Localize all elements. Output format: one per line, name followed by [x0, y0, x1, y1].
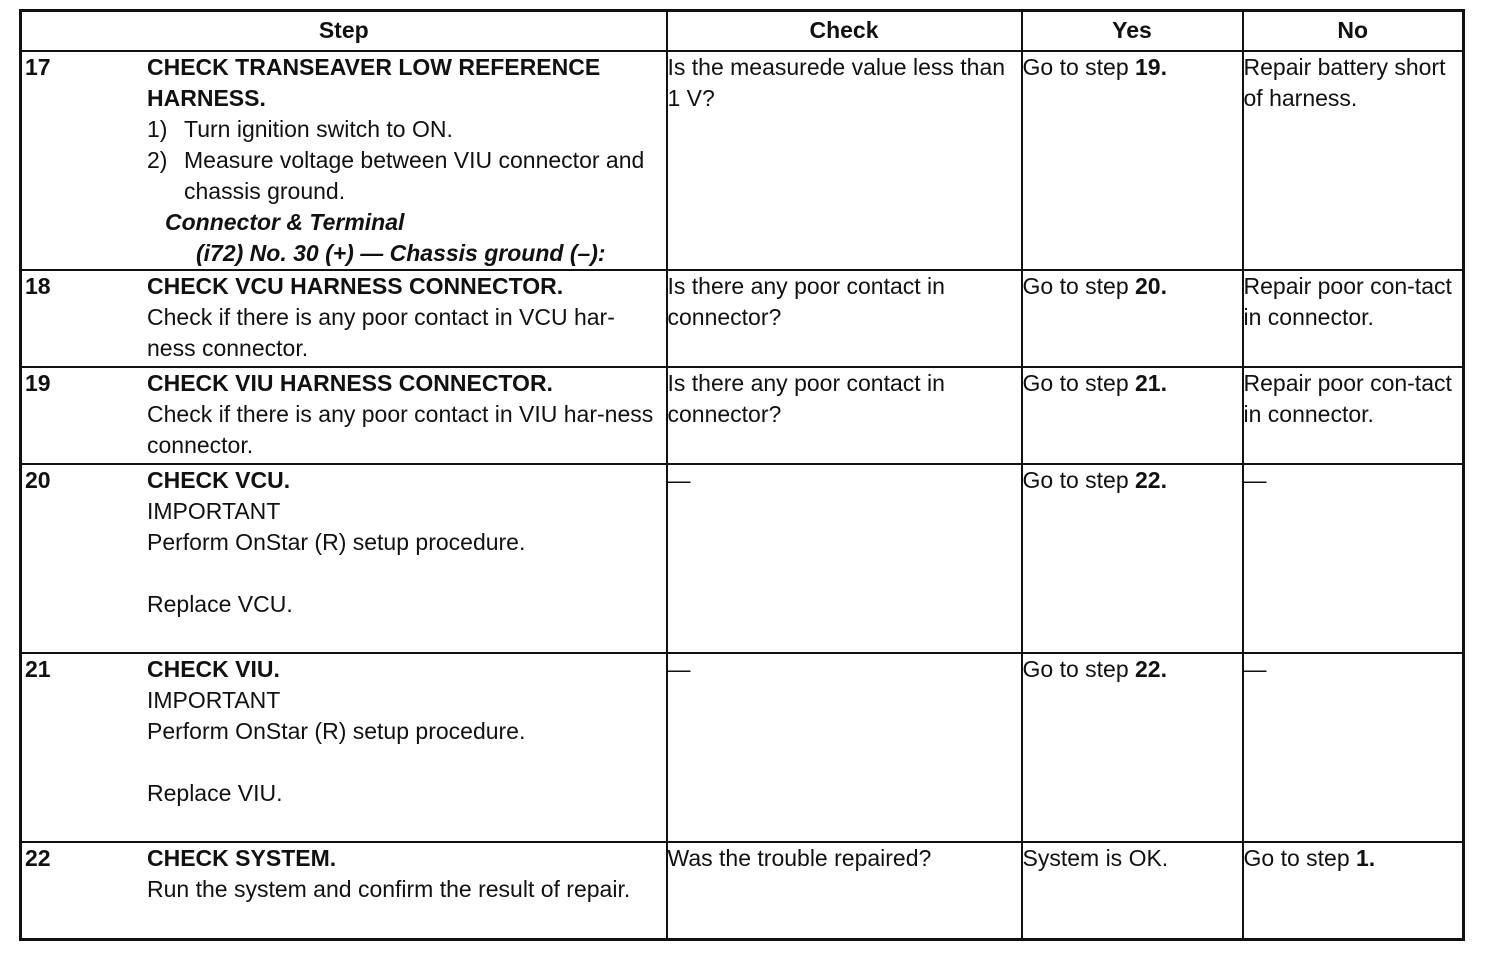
- table-row-19: [21, 367, 1464, 464]
- step-title: CHECK VIU.: [147, 656, 280, 682]
- step-cell: [21, 51, 667, 270]
- step-number: 20: [25, 467, 51, 493]
- check-cell: Is there any poor contact in connector?: [667, 367, 1022, 464]
- step-title: CHECK VIU HARNESS CONNECTOR.: [147, 370, 553, 396]
- step-cell: [21, 367, 667, 464]
- step-body: Check if there is any poor contact in VIU har-ness connector.: [147, 401, 654, 458]
- check-cell: Is the measurede value less than 1 V?: [667, 51, 1022, 270]
- list-item: 1) Turn ignition switch to ON.: [147, 116, 453, 142]
- step-number: 21: [25, 656, 51, 682]
- yes-cell: Go to step 20.: [1022, 270, 1243, 367]
- important-note: Perform OnStar (R) setup procedure.: [147, 529, 526, 555]
- header-row: [21, 11, 1464, 52]
- step-cell: [21, 464, 667, 653]
- no-cell: Repair battery short of harness.: [1243, 51, 1464, 270]
- table-row-17: [21, 51, 1464, 270]
- header-check: Check: [667, 11, 1022, 52]
- no-cell: Go to step 1.: [1243, 842, 1464, 939]
- important-note: Perform OnStar (R) setup procedure.: [147, 718, 526, 744]
- step-title: CHECK TRANSEAVER LOW REFERENCE HARNESS.: [147, 54, 601, 111]
- connector-value: (i72) No. 30 (+) — Chassis ground (–):: [196, 240, 606, 266]
- no-cell: Repair poor con-tact in connector.: [1243, 367, 1464, 464]
- table-row-20: [21, 464, 1464, 653]
- step-cell: [21, 270, 667, 367]
- step-cell: [21, 653, 667, 842]
- step-number: 22: [25, 845, 51, 871]
- no-cell: —: [1243, 653, 1464, 842]
- important-label: IMPORTANT: [147, 687, 281, 713]
- no-cell: Repair poor con-tact in connector.: [1243, 270, 1464, 367]
- yes-cell: System is OK.: [1022, 842, 1243, 939]
- step-title: CHECK VCU.: [147, 467, 291, 493]
- step-title: CHECK VCU HARNESS CONNECTOR.: [147, 273, 564, 299]
- table-row-18: [21, 270, 1464, 367]
- yes-cell: Go to step 22.: [1022, 464, 1243, 653]
- step-action: Replace VCU.: [147, 591, 293, 617]
- table-row-22: [21, 842, 1464, 939]
- list-item: 2) Measure voltage between VIU connector and chassis ground.: [147, 147, 645, 204]
- check-cell: —: [667, 464, 1022, 653]
- check-cell: —: [667, 653, 1022, 842]
- step-title: CHECK SYSTEM.: [147, 845, 337, 871]
- connector-title: Connector & Terminal: [165, 209, 405, 235]
- yes-cell: Go to step 19.: [1022, 51, 1243, 270]
- yes-cell: Go to step 22.: [1022, 653, 1243, 842]
- step-number: 17: [25, 54, 51, 80]
- step-body: Run the system and confirm the result of repair.: [147, 876, 631, 902]
- step-number: 18: [25, 273, 51, 299]
- check-cell: Is there any poor contact in connector?: [667, 270, 1022, 367]
- header-no: No: [1243, 11, 1464, 52]
- no-cell: —: [1243, 464, 1464, 653]
- header-yes: Yes: [1022, 11, 1243, 52]
- step-action: Replace VIU.: [147, 780, 283, 806]
- step-cell: [21, 842, 667, 939]
- header-step: Step: [21, 11, 667, 52]
- yes-cell: Go to step 21.: [1022, 367, 1243, 464]
- check-cell: Was the trouble repaired?: [667, 842, 1022, 939]
- step-body: Check if there is any poor contact in VCU har-ness connector.: [147, 304, 615, 361]
- diagnostic-table: [19, 9, 1465, 941]
- important-label: IMPORTANT: [147, 498, 281, 524]
- table-row-21: [21, 653, 1464, 842]
- step-number: 19: [25, 370, 51, 396]
